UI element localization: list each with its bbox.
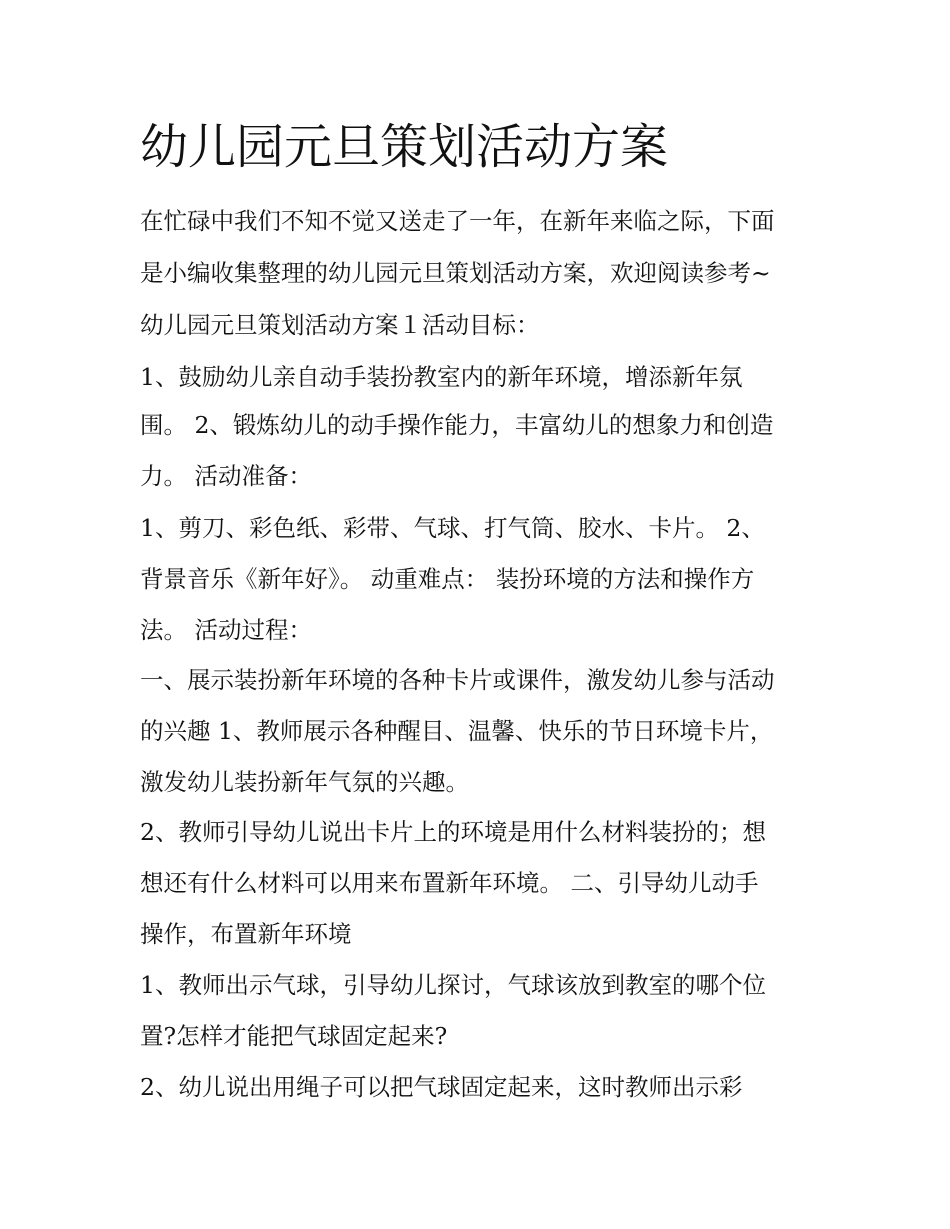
paragraph-line: 操作，布置新年环境	[140, 920, 352, 948]
paragraph-line: 置?怎样才能把气球固定起来?	[140, 1022, 448, 1050]
paragraph-line: 激发幼儿装扮新年气氛的兴趣。	[140, 768, 469, 796]
paragraph-line: 一、展示装扮新年环境的各种卡片或课件，激发幼儿参与活动	[140, 666, 775, 694]
paragraph-line: 2、幼儿说出用绳子可以把气球固定起来，这时教师出示彩	[140, 1073, 743, 1101]
paragraph-line: 想还有什么材料可以用来布置新年环境。 二、引导幼儿动手	[140, 869, 759, 897]
paragraph-line: 背景音乐《新年好》。 动重难点： 装扮环境的方法和操作方	[140, 565, 755, 593]
paragraph-line: 1、教师出示气球，引导幼儿探讨，气球该放到教室的哪个位	[140, 971, 766, 999]
paragraph-line: 幼儿园元旦策划活动方案１活动目标：	[140, 311, 540, 339]
paragraph-line: 在忙碌中我们不知不觉又送走了一年，在新年来临之际，下面	[140, 207, 775, 235]
paragraph-line: 力。 活动准备：	[140, 462, 312, 490]
paragraph-line: 1、鼓励幼儿亲自动手装扮教室内的新年环境，增添新年氛	[140, 363, 743, 391]
document-title: 幼儿园元旦策划活动方案	[140, 119, 669, 175]
paragraph-line: 2、教师引导幼儿说出卡片上的环境是用什么材料装扮的；想	[140, 818, 766, 846]
paragraph-line: 1、剪刀、彩色纸、彩带、气球、打气筒、胶水、卡片。 2、	[140, 514, 765, 542]
paragraph-line: 法。 活动过程：	[140, 616, 312, 644]
paragraph-line: 围。 2、锻炼幼儿的动手操作能力，丰富幼儿的想象力和创造	[140, 411, 774, 439]
paragraph-line: 是小编收集整理的幼儿园元旦策划活动方案，欢迎阅读参考~	[140, 259, 771, 287]
paragraph-line: 的兴趣 1、教师展示各种醒目、温馨、快乐的节日环境卡片，	[140, 717, 774, 745]
